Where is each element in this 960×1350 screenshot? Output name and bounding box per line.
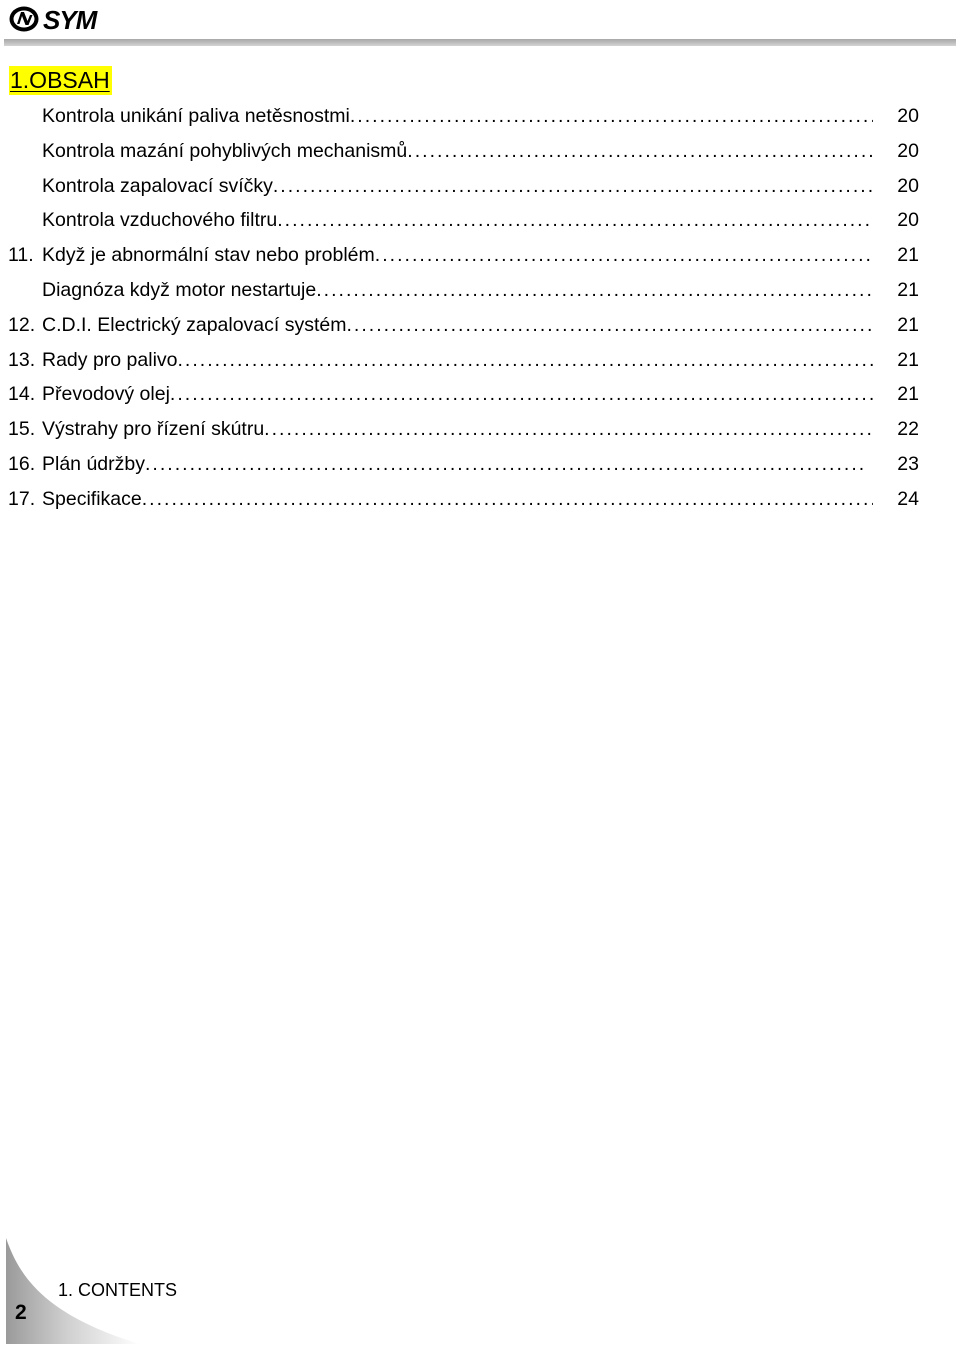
- toc-entry-page: 20: [897, 139, 919, 162]
- header-rule: [4, 39, 956, 46]
- toc-entry[interactable]: [0, 482, 960, 517]
- toc-entry-leader: [42, 349, 873, 371]
- toc-entry-title: Kontrola zapalovací svíčky: [42, 174, 273, 197]
- page-number: 2: [15, 1301, 27, 1324]
- toc-entry-leader: [42, 175, 873, 197]
- toc-entry-title: Rady pro palivo: [42, 348, 178, 371]
- toc-entry-page: 20: [897, 209, 919, 232]
- toc-entry-page: 23: [897, 452, 919, 475]
- toc-entry-page: 20: [897, 174, 919, 197]
- toc-entry-leader: [42, 244, 873, 266]
- toc-entry[interactable]: [0, 99, 960, 134]
- sym-logo: [8, 3, 118, 37]
- toc-entry[interactable]: [0, 343, 960, 378]
- toc-entry-page: 21: [897, 278, 919, 301]
- toc-entry-page: 21: [897, 383, 919, 406]
- toc-entry-title: Kontrola vzduchového filtru: [42, 209, 278, 232]
- toc-entry-title: Kontrola unikání paliva netěsnostmi: [42, 105, 350, 127]
- toc-entry-leader: [42, 105, 873, 127]
- page-title: 1.OBSAH: [10, 67, 110, 93]
- toc-entry-title: Specifikace: [42, 487, 142, 510]
- toc-entry-title: Diagnóza když motor nestartuje: [42, 278, 317, 301]
- toc-entry-title: Plán údržby: [42, 452, 145, 475]
- toc-entry-number: 15.: [8, 418, 36, 441]
- toc-entry-title: C.D.I. Electrický zapalovací systém: [42, 313, 347, 336]
- toc-entry-number: 16.: [8, 452, 36, 475]
- toc-entry[interactable]: [0, 273, 960, 308]
- toc-entry-number: 14.: [8, 383, 36, 406]
- toc-entry[interactable]: [0, 134, 960, 169]
- toc-entry-title: Když je abnormální stav nebo problém: [42, 244, 375, 267]
- toc-entry[interactable]: [0, 308, 960, 343]
- toc-entry[interactable]: [0, 377, 960, 412]
- toc-entry-title: Výstrahy pro řízení skútru: [42, 418, 265, 441]
- toc-entry-leader: [42, 453, 863, 475]
- toc-entry-leader: [42, 140, 873, 162]
- toc-entry-leader: [42, 383, 873, 405]
- toc-entry-number: 11.: [8, 244, 34, 267]
- toc-entry-title: Kontrola mazání pohyblivých mechanismů: [42, 139, 408, 162]
- toc-entry-page: 24: [897, 487, 919, 510]
- toc-entry-leader: [42, 279, 873, 301]
- toc-entry-page: 21: [897, 348, 919, 371]
- table-of-contents: [0, 99, 960, 517]
- toc-entry[interactable]: [0, 238, 960, 273]
- toc-entry-leader: [42, 418, 873, 440]
- toc-entry-leader: [42, 488, 873, 510]
- toc-entry-number: 13.: [8, 348, 36, 371]
- toc-entry[interactable]: [0, 169, 960, 204]
- toc-entry[interactable]: [0, 203, 960, 238]
- toc-entry[interactable]: [0, 447, 960, 482]
- toc-entry-page: 22: [897, 418, 919, 441]
- sym-logo-text: SYM: [43, 5, 97, 35]
- toc-entry-number: 17.: [8, 487, 36, 510]
- toc-entry-page: 21: [897, 244, 919, 267]
- toc-entry-leader: [42, 209, 873, 231]
- toc-entry-page: 20: [897, 105, 919, 127]
- footer-section-label: 1. CONTENTS: [58, 1280, 178, 1300]
- toc-entry-title: Převodový olej: [42, 383, 170, 406]
- sym-logo-icon: [10, 7, 39, 32]
- toc-entry-page: 21: [897, 313, 919, 336]
- toc-entry[interactable]: [0, 412, 960, 447]
- toc-entry-leader: [42, 314, 873, 336]
- toc-entry-number: 12.: [8, 313, 36, 336]
